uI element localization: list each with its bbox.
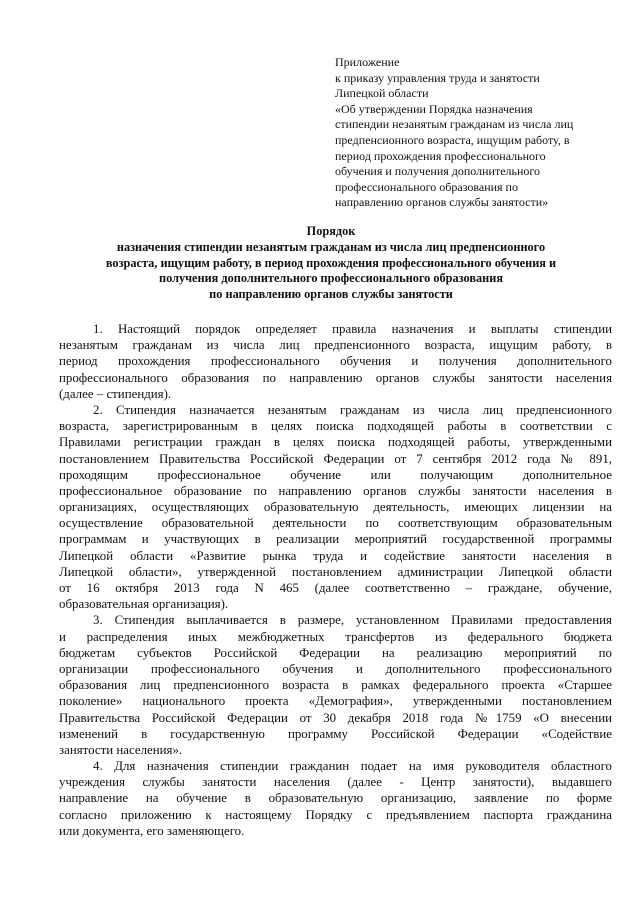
appendix-line: предпенсионного возраста, ищущим работу, в	[335, 132, 570, 147]
text-line: организациях, осуществляющих образовательную деятельность, имеющих лицензии на	[59, 500, 612, 515]
paragraph-4	[59, 758, 612, 839]
text-line: изменений в государственную программу Российской Федерации «Содействие	[59, 726, 612, 741]
text-line: занятости населения».	[59, 742, 183, 757]
document-title	[40, 224, 622, 303]
title-line: по направлению органов службы занятости	[209, 287, 453, 302]
paragraph-2	[59, 402, 612, 612]
text-line: период прохождения профессионального обучения и получения дополнительного	[59, 354, 612, 369]
text-line: проходящим профессиональное обучение или получающим дополнительное	[59, 467, 612, 482]
text-line: осуществление образовательной деятельности по соответствующим образовательным	[59, 516, 612, 531]
appendix-line: стипендии незанятым гражданам из числа лиц	[335, 117, 574, 132]
text-line: постановлением Правительства Российской Федерации от 7 сентября 2012 года № 891,	[59, 451, 612, 466]
text-line: профессионального образования по направлению органов службы занятости населения	[59, 370, 612, 385]
text-line: образования лиц предпенсионного возраста в рамках федерального проекта «Старшее	[59, 678, 612, 693]
text-line: 1. Настоящий порядок определяет правила назначения и выплаты стипендии	[93, 322, 612, 336]
text-line: незанятым гражданам из числа лиц предпенсионного возраста, ищущим работу, в	[59, 338, 612, 353]
title-line: возраста, ищущим работу, в период прохождения профессионального обучения и	[105, 255, 557, 270]
text-line: поколение» национального проекта «Демография», утвержденными постановлением	[59, 694, 612, 709]
appendix-line: Приложение	[335, 55, 400, 69]
text-line: Правилами регистрации граждан в целях поиска подходящей работы, утвержденными	[59, 435, 612, 450]
text-line: бюджетам субъектов Российской Федерации на реализацию мероприятий по	[59, 645, 612, 660]
appendix-line: «Об утверждении Порядка назначения	[335, 101, 533, 116]
title-line: получения дополнительного профессионального образования	[159, 271, 503, 286]
document-body	[59, 321, 612, 839]
title-line: назначения стипендии незанятым гражданам из числа лиц предпенсионного	[116, 239, 546, 254]
text-line: 2. Стипендия назначается незанятым гражданам из числа лиц предпенсионного	[93, 402, 612, 417]
text-line: учреждения службы занятости населения (далее - Центр занятости), выдавшего	[59, 775, 612, 790]
appendix-line: направлению органов службы занятости»	[335, 195, 549, 210]
appendix-line: профессионального образования по	[335, 179, 518, 194]
appendix-line: период прохождения профессионального	[335, 148, 546, 163]
text-line: (далее – стипендия).	[59, 386, 172, 401]
text-line: Правительства Российской Федерации от 30 декабря 2018 года №1759 «О внесении	[59, 710, 612, 725]
text-line: и распределения иных межбюджетных трансфертов из федерального бюджета	[59, 629, 612, 644]
text-line: программам и участвующих в реализации мероприятий государственной программы	[59, 532, 612, 547]
text-line: Липецкой области «Развитие рынка труда и содействие занятости населения в	[59, 548, 612, 563]
text-line: профессиональное образование по направлению органов службы занятости населения в	[59, 483, 612, 498]
appendix-line: к приказу управления труда и занятости	[335, 70, 540, 85]
text-line: согласно приложению к настоящему Порядку с предъявлением паспорта гражданина	[59, 807, 612, 822]
text-line: 4. Для назначения стипендии гражданин подает на имя руководителя областного	[93, 759, 612, 774]
text-line: от 16 октября 2013 года N 465 (далее соответственно – граждане, обучение,	[59, 581, 612, 596]
paragraph-3	[59, 612, 612, 758]
text-line: возраста, зарегистрированным в целях поиска подходящей работы в соответствии с	[59, 419, 612, 434]
title-line: Порядок	[306, 224, 356, 238]
text-line: организации профессионального обучения и дополнительного профессионального	[59, 661, 612, 676]
text-line: 3. Стипендия выплачивается в размере, установленном Правилами предоставления	[93, 613, 612, 628]
text-line: образовательная организация).	[59, 597, 229, 612]
text-line: или документа, его заменяющего.	[59, 823, 245, 838]
paragraph-1	[59, 321, 612, 402]
text-line: Липецкой области», утвержденной постановлением администрации Липецкой области	[59, 564, 612, 579]
appendix-line: Липецкой области	[335, 86, 429, 101]
text-line: направление на обучение в образовательную организацию, заявление по форме	[59, 791, 612, 806]
appendix-header	[335, 55, 605, 211]
appendix-line: обучения и получения дополнительного	[335, 164, 541, 179]
